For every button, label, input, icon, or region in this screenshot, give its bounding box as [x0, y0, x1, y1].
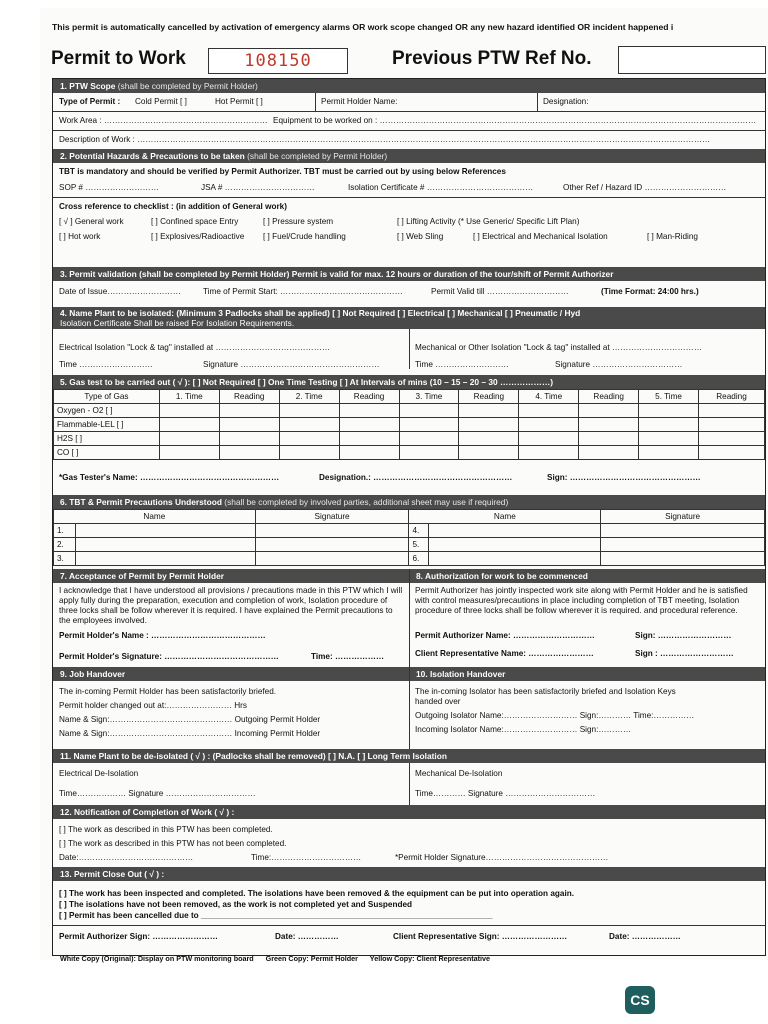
gas-tester-sign-field[interactable]: Sign: …………………………………………	[547, 473, 701, 482]
gas-test-table	[53, 389, 765, 460]
yellow-copy-note: Yellow Copy: Client Representative	[369, 954, 491, 963]
gas-type-co[interactable]: CO [ ]	[54, 446, 160, 460]
holder-changed-out-field[interactable]: Permit holder changed out at:…………………… Hrs	[59, 701, 247, 710]
section-7-header: 7. Acceptance of Permit by Permit Holder	[53, 569, 409, 583]
table-row: 2. 5.	[54, 538, 765, 552]
cancellation-note: This permit is automatically cancelled by activation of emergency alarms OR work scope changed OR any new hazard identified OR incident happened i	[52, 22, 674, 32]
electrical-signature-field[interactable]: Signature ……………………………………………	[203, 360, 380, 369]
checklist-crossref-label: Cross reference to checklist : (in addition of General work)	[59, 202, 287, 211]
page-title: Permit to Work	[51, 48, 186, 69]
permit-form	[52, 78, 766, 956]
previous-ref-label: Previous PTW Ref No.	[392, 48, 592, 69]
jsa-field[interactable]: JSA # ……………………………	[201, 183, 315, 192]
cold-permit-checkbox[interactable]: Cold Permit [ ]	[135, 97, 187, 106]
copy-distribution-note	[60, 954, 500, 963]
check-confined-space[interactable]: [ ] Confined space Entry	[151, 217, 239, 226]
incoming-isolator-field[interactable]: Incoming Isolator Name:……………………… Sign:…………	[415, 725, 632, 734]
client-rep-closeout-date-field[interactable]: Date: ………………	[609, 932, 681, 941]
section-9-header: 9. Job Handover	[53, 667, 409, 681]
electrical-deisolation-label: Electrical De-Isolation	[59, 769, 139, 778]
section-12-header: 12. Notification of Completion of Work ( √ ) :	[53, 805, 765, 819]
other-ref-field[interactable]: Other Ref / Hazard ID …………………………	[563, 183, 727, 192]
permit-number-box: 108150	[208, 48, 348, 74]
check-pressure-system[interactable]: [ ] Pressure system	[263, 217, 334, 226]
tbt-signoff-table	[53, 509, 765, 566]
work-area-field[interactable]: Work Area : ……………………………………………………	[59, 116, 268, 125]
permit-holder-time-field[interactable]: Time: ………………	[311, 652, 385, 661]
section-1-header: 1. PTW Scope (shall be completed by Permit Holder)	[53, 79, 765, 93]
gas-type-h2s[interactable]: H2S [ ]	[54, 432, 160, 446]
table-row	[54, 418, 765, 432]
mechanical-deisolation-label: Mechanical De-Isolation	[415, 769, 503, 778]
work-completed-checkbox[interactable]: [ ] The work as described in this PTW has been completed.	[59, 825, 273, 834]
permit-holder-signature-field[interactable]: Permit Holder's Signature: ……………………………………	[59, 652, 279, 661]
white-copy-note: White Copy (Original): Display on PTW monitoring board	[60, 954, 254, 963]
check-elec-mech-isolation[interactable]: [ ] Electrical and Mechanical Isolation	[473, 232, 608, 241]
table-row	[54, 432, 765, 446]
date-of-issue-field[interactable]: Date of Issue………………………	[59, 287, 181, 296]
equipment-field[interactable]: Equipment to be worked on : …………………………………………………………………………………………………………………………	[273, 116, 757, 125]
previous-ref-input[interactable]	[618, 46, 766, 74]
section-4-subheader: Isolation Certificate Shall be raised For Isolation Requirements.	[53, 318, 765, 329]
authorizer-closeout-date-field[interactable]: Date: ……………	[275, 932, 339, 941]
mechanical-time-field[interactable]: Time ………………………	[415, 360, 509, 369]
section-2-header: 2. Potential Hazards & Precautions to be taken (shall be completed by Permit Holder)	[53, 149, 765, 163]
designation-field[interactable]: Designation:	[543, 97, 589, 106]
table-row	[54, 446, 765, 460]
permit-sheet	[40, 8, 768, 963]
outgoing-isolator-field[interactable]: Outgoing Isolator Name:……………………… Sign:………… Time:……………	[415, 711, 695, 720]
isolation-certificate-field[interactable]: Isolation Certificate # …………………………………	[348, 183, 534, 192]
permit-authorizer-name-field[interactable]: Permit Authorizer Name: …………………………	[415, 631, 595, 640]
table-row	[54, 404, 765, 418]
permit-holder-name-sign-field[interactable]: Permit Holder's Name : ……………………………………	[59, 631, 266, 640]
permit-valid-till-field[interactable]: Permit Valid till …………………………	[431, 287, 569, 296]
electrical-deisolation-time-sign[interactable]: Time……………… Signature ……………………………	[59, 789, 256, 798]
section-3-header: 3. Permit validation (shall be completed by Permit Holder) Permit is valid for max. 12 hours or duration of the tour/shift of Permit Authorizer	[53, 267, 765, 281]
permit-holder-name-field[interactable]: Permit Holder Name:	[321, 97, 398, 106]
completion-time-field[interactable]: Time:……………………………	[251, 853, 362, 862]
gas-tester-designation-field[interactable]: Designation.: ……………………………………………	[319, 473, 513, 482]
table-row: 3. 6.	[54, 552, 765, 566]
camscanner-logo-icon: CS	[625, 986, 655, 1014]
green-copy-note: Green Copy: Permit Holder	[265, 954, 358, 963]
section-10-header: 10. Isolation Handover	[409, 667, 765, 681]
closeout-cancelled-checkbox[interactable]: [ ] Permit has been cancelled due to ________________________________________________________________	[59, 911, 493, 920]
tbt-requirement-text: TBT is mandatory and should be verified by Permit Authorizer. TBT must be carried out by using below References	[59, 167, 506, 176]
check-man-riding[interactable]: [ ] Man-Riding	[647, 232, 698, 241]
closeout-inspected-checkbox[interactable]: [ ] The work has been inspected and completed. The isolations have been removed & the equipment can be put into operation again.	[59, 889, 574, 898]
check-explosives[interactable]: [ ] Explosives/Radioactive	[151, 232, 245, 241]
section-13-header: 13. Permit Close Out ( √ ) :	[53, 867, 765, 881]
gas-table-header: Type of Gas 1. Time Reading 2. Time Reading 3. Time Reading 4. Time Reading 5. Time Reading	[54, 390, 765, 404]
check-hot-work[interactable]: [ ] Hot work	[59, 232, 101, 241]
isolation-handover-line-2: handed over	[415, 697, 461, 706]
permit-holder-acknowledgement: I acknowledge that I have understood all provisions / precautions made in this PTW which I will apply fully during the preparation, execution and completion of work, Isolation procedure of three locks shall be follow wherever it is required. I have explained the Permit precautions to the employees involved.	[59, 586, 403, 625]
completion-date-field[interactable]: Date:……………………………………	[59, 853, 194, 862]
tbt-table-header: Name Signature Name Signature	[54, 510, 765, 524]
time-format-note: (Time Format: 24:00 hrs.)	[601, 287, 699, 296]
client-rep-sign-field[interactable]: Sign : ………………………	[635, 649, 734, 658]
section-4-header: 4. Name Plant to be isolated: (Minimum 3 Padlocks shall be applied) [ ] Not Required [ ] Electrical [ ] Mechanical [ ] Pneumatic / Hyd	[53, 307, 765, 318]
job-handover-line-1: The in-coming Permit Holder has been satisfactorily briefed.	[59, 687, 277, 696]
mechanical-signature-field[interactable]: Signature ……………………………	[555, 360, 683, 369]
section-11-header: 11. Name Plant to be de-isolated ( √ ) : (Padlocks shall be removed) [ ] N.A. [ ] Long Term Isolation	[53, 749, 765, 763]
check-web-sling[interactable]: [ ] Web Sling	[397, 232, 444, 241]
gas-tester-name-field[interactable]: *Gas Tester's Name: ……………………………………………	[59, 473, 280, 482]
authorizer-statement: Permit Authorizer has jointly inspected work site along with Permit Holder and he is satisfied with control measures/precautions in place including completion of TBT meeting, Isolation procedure of three locks shall be follow wherever it is required. and procedural reference.	[415, 586, 748, 615]
electrical-lock-tag-field[interactable]: Electrical Isolation "Lock & tag" installed at ……………………………………	[59, 343, 331, 352]
work-description-field[interactable]: Description of Work : …………………………………………………………………………………………………………………………………………………………………………………………	[59, 135, 711, 144]
gas-type-oxygen[interactable]: Oxygen - O2 [ ]	[54, 404, 160, 418]
check-lifting-activity[interactable]: [ ] Lifting Activity (* Use Generic/ Specific Lift Plan)	[397, 217, 580, 226]
check-general-work[interactable]: [ √ ] General work	[59, 217, 124, 226]
mechanical-lock-tag-field[interactable]: Mechanical or Other Isolation "Lock & tag" installed at ……………………………	[415, 343, 703, 352]
permit-start-field[interactable]: Time of Permit Start: ………………………………………	[203, 287, 403, 296]
work-not-completed-checkbox[interactable]: [ ] The work as described in this PTW has not been completed.	[59, 839, 287, 848]
permit-authorizer-sign-field[interactable]: Sign: ………………………	[635, 631, 732, 640]
gas-type-lel[interactable]: Flammable-LEL [ ]	[54, 418, 160, 432]
closeout-suspended-checkbox[interactable]: [ ] The isolations have not been removed, as the work is not completed yet and Suspended	[59, 900, 413, 909]
completion-holder-signature-field[interactable]: *Permit Holder Signature………………………………………	[395, 853, 609, 862]
permit-type-label: Type of Permit :	[59, 97, 121, 106]
isolation-handover-line-1: The in-coming Isolator has been satisfactorily briefed and Isolation Keys	[415, 687, 676, 696]
electrical-time-field[interactable]: Time ………………………	[59, 360, 153, 369]
mechanical-deisolation-time-sign[interactable]: Time………… Signature ……………………………	[415, 789, 596, 798]
client-rep-name-field[interactable]: Client Representative Name: ……………………	[415, 649, 594, 658]
section-8-header: 8. Authorization for work to be commenced	[409, 569, 765, 583]
outgoing-holder-field[interactable]: Name & Sign:……………………………………… Outgoing Permit Holder	[59, 715, 321, 724]
authorizer-closeout-sign-field[interactable]: Permit Authorizer Sign: ……………………	[59, 932, 218, 941]
table-row: 1. 4.	[54, 524, 765, 538]
incoming-holder-field[interactable]: Name & Sign:……………………………………… Incoming Permit Holder	[59, 729, 321, 738]
sop-field[interactable]: SOP # ………………………	[59, 183, 159, 192]
section-6-header: 6. TBT & Permit Precautions Understood (shall be completed by involved parties, additional sheet may use if required)	[53, 495, 765, 509]
hot-permit-checkbox[interactable]: Hot Permit [ ]	[215, 97, 263, 106]
section-5-header: 5. Gas test to be carried out ( √ ): [ ] Not Required [ ] One Time Testing [ ] At Intervals of mins (10 – 15 – 20 – 30 ………………)	[53, 375, 765, 389]
client-rep-closeout-sign-field[interactable]: Client Representative Sign: ……………………	[393, 932, 568, 941]
check-fuel-handling[interactable]: [ ] Fuel/Crude handling	[263, 232, 346, 241]
